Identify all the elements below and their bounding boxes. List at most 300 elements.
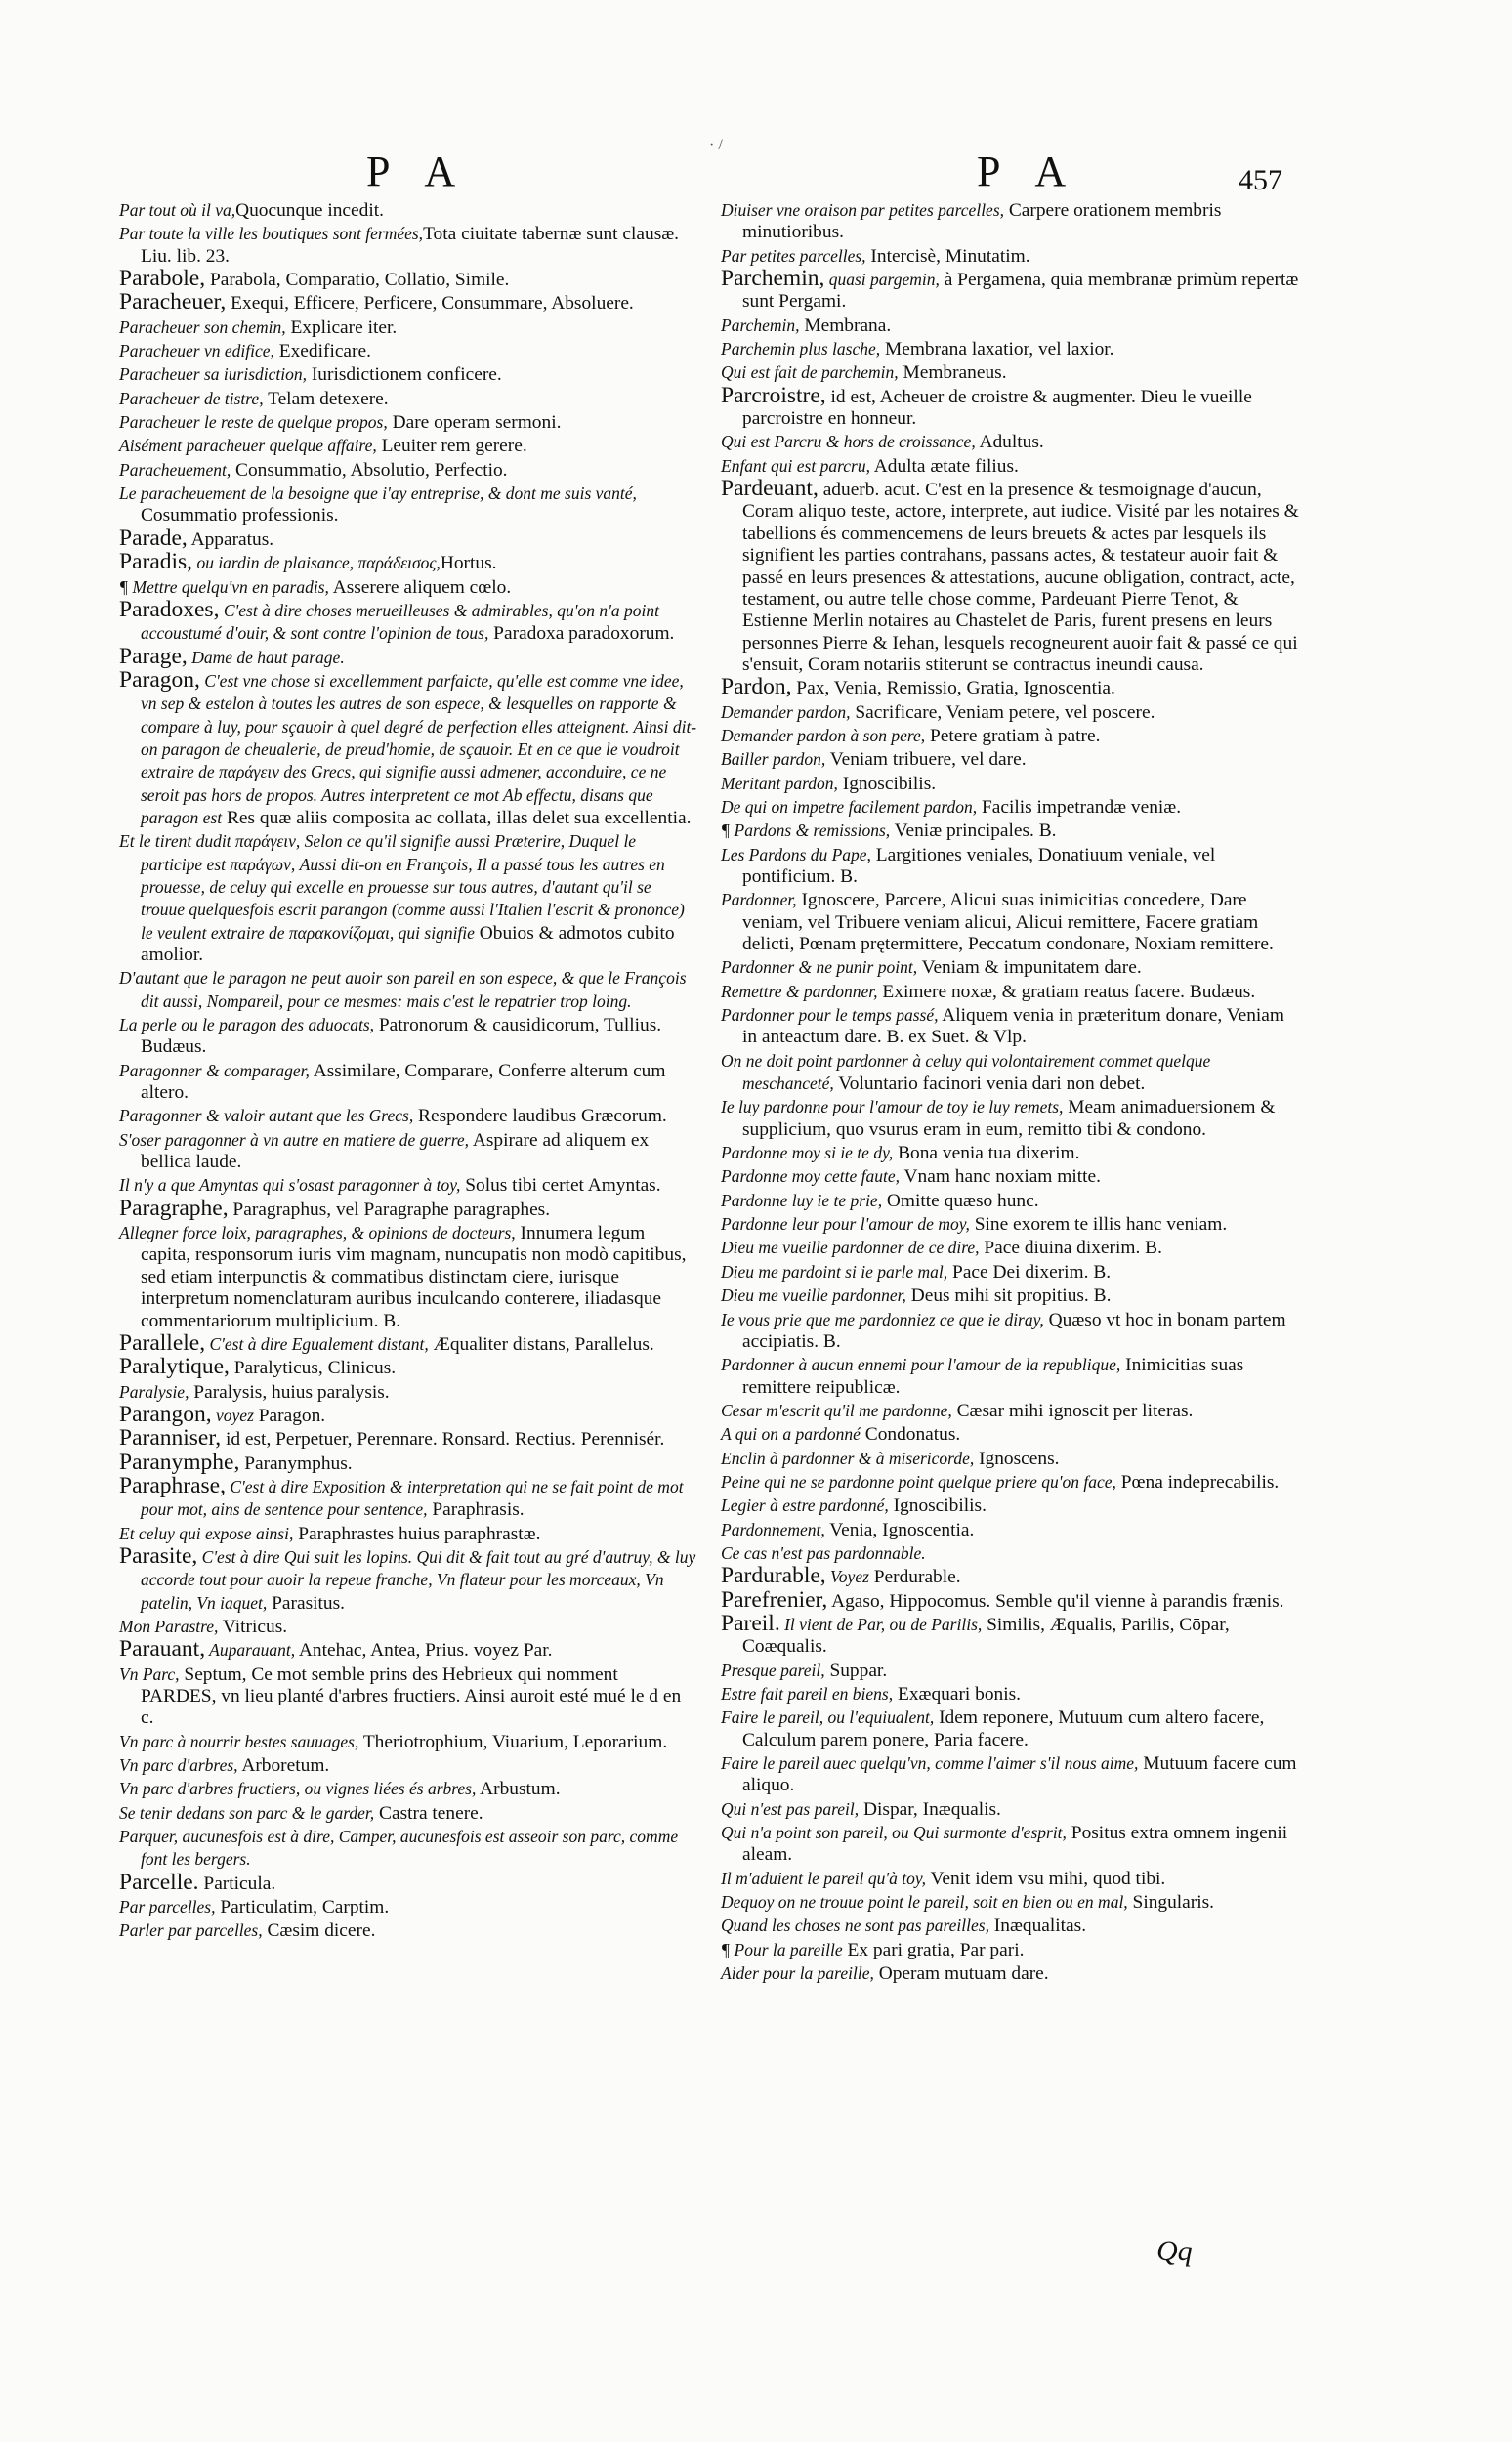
dictionary-entry (721, 724, 1301, 747)
dictionary-entry (721, 1682, 1301, 1705)
dictionary-entry (119, 1730, 697, 1753)
dictionary-entry (119, 222, 697, 268)
french-phrase: Dieu me vueille pardonner, (721, 1285, 906, 1306)
latin-gloss: Idem reponere, Mutuum cum altero facere, Calculum parem ponere, Paria facere. (742, 1707, 1265, 1750)
french-phrase: Legier à estre pardonné, (721, 1495, 889, 1516)
latin-gloss: Hortus. (440, 553, 497, 574)
dictionary-entry (721, 314, 1301, 337)
latin-gloss: Vnam hanc noxiam mitte. (900, 1166, 1101, 1188)
latin-gloss: Largitiones veniales, Donatiuum veniale, vel pontificium. B. (742, 844, 1216, 887)
dictionary-entry (721, 1914, 1301, 1937)
dictionary-entry (119, 268, 697, 291)
headword: Parasite, (119, 1542, 198, 1569)
latin-gloss: Telam detexere. (263, 388, 389, 409)
french-phrase: Enfant qui est parcru, (721, 455, 870, 476)
latin-gloss: Pax, Venia, Remissio, Gratia, Ignoscentia. (791, 678, 1115, 699)
latin-gloss: Cæsim dicere. (262, 1920, 376, 1942)
dictionary-entry (721, 1518, 1301, 1541)
french-phrase: Meritant pardon, (721, 773, 838, 793)
latin-gloss: Venia, Ignoscentia. (824, 1519, 975, 1540)
french-phrase: Ce cas n'est pas pardonnable. (721, 1542, 926, 1563)
dictionary-entry (721, 382, 1301, 431)
dictionary-entry (721, 1422, 1301, 1446)
french-phrase: C'est à dire Exposition & interpretation qui ne se fait point de mot pour mot, ains de sentence pour sentence, (141, 1476, 684, 1520)
french-phrase: C'est à dire choses merueilleuses & admirables, qu'on n'a point accoustumé d'ouir, & sont contre l'opinion de tous, (141, 600, 659, 644)
dictionary-entry (119, 829, 697, 966)
dictionary-entry (119, 1329, 697, 1356)
french-phrase: Bailler pardon, (721, 749, 826, 770)
french-phrase: De qui on impetre facilement pardon, (721, 796, 978, 817)
latin-gloss: Res quæ aliis composita ac collata, illas delet sua excellentia. (222, 807, 692, 828)
french-phrase: Paracheuer de tistre, (119, 388, 264, 408)
french-phrase: Estre fait pareil en biens, (721, 1684, 894, 1704)
latin-gloss: Ignoscens. (974, 1448, 1060, 1469)
dictionary-entry (721, 980, 1301, 1003)
french-phrase: Aisément paracheuer quelque affaire, (119, 436, 377, 456)
dictionary-entry (721, 1610, 1301, 1659)
dictionary-entry (721, 676, 1301, 699)
latin-gloss: Operam mutuam dare. (873, 1963, 1049, 1985)
french-phrase: Vn parc à nourrir bestes sauuages, (119, 1731, 359, 1751)
french-phrase: Paralysie, (119, 1381, 189, 1402)
dictionary-entry (721, 1821, 1301, 1867)
french-phrase: Pardonner pour le temps passé, (721, 1005, 939, 1026)
dictionary-entry (119, 410, 697, 434)
french-phrase: Paracheuer sa iurisdiction, (119, 364, 307, 385)
latin-gloss: Pace diuina dixerim. B. (979, 1238, 1162, 1259)
running-head-right: P A (977, 147, 1080, 195)
headword: Parade, (119, 525, 188, 551)
french-phrase: Vn Parc, (119, 1663, 180, 1684)
latin-gloss: Asserere aliquem cœlo. (328, 576, 512, 598)
french-phrase: Vn parc d'arbres, (119, 1755, 238, 1776)
headword: Paradis, (119, 549, 193, 575)
latin-gloss: Suppar. (824, 1660, 888, 1681)
french-phrase: Allegner force loix, paragraphes, & opinions de docteurs, (119, 1223, 516, 1243)
headword: Parcroistre, (721, 382, 826, 408)
right-column (721, 198, 1301, 1985)
latin-gloss: Parabola, Comparatio, Collatio, Simile. (205, 270, 510, 291)
signature-mark: Qq (1156, 2235, 1193, 2267)
headword: Pardon, (721, 674, 792, 700)
french-phrase: Dequoy on ne trouue point le pareil, soit en bien ou en mal, (721, 1892, 1128, 1913)
latin-gloss: Membraneus. (898, 362, 1007, 384)
dictionary-entry (721, 747, 1301, 771)
left-column (119, 198, 697, 1943)
latin-gloss: Explicare iter. (285, 316, 398, 338)
dictionary-entry (721, 700, 1301, 724)
dictionary-entry (119, 1615, 697, 1638)
french-phrase: ¶ Pour la pareille (721, 1939, 843, 1959)
dictionary-entry (119, 1522, 697, 1545)
stray-mark: · / (709, 137, 723, 153)
french-phrase: voyez (211, 1405, 254, 1425)
dictionary-entry (119, 596, 697, 646)
headword: Parallele, (119, 1329, 206, 1356)
latin-gloss: Omitte quæso hunc. (882, 1190, 1039, 1211)
dictionary-entry (119, 551, 697, 574)
headword: Paraphrase, (119, 1472, 226, 1498)
dictionary-entry (721, 268, 1301, 314)
dictionary-entry (721, 360, 1301, 384)
latin-gloss: Facilis impetrandæ veniæ. (977, 796, 1182, 818)
dictionary-entry (119, 1427, 697, 1451)
latin-gloss: Exedificare. (273, 341, 371, 362)
dictionary-entry (119, 575, 697, 599)
dictionary-entry (721, 1541, 1301, 1565)
latin-gloss: Condonatus. (860, 1424, 961, 1446)
dictionary-entry (721, 1586, 1301, 1613)
dictionary-entry (721, 1095, 1301, 1141)
dictionary-entry (119, 1753, 697, 1777)
headword: Paragraphe, (119, 1195, 229, 1221)
latin-gloss: Parasitus. (267, 1592, 346, 1614)
latin-gloss: Paralyticus, Clinicus. (229, 1358, 397, 1379)
french-phrase: Aider pour la pareille, (721, 1963, 874, 1984)
latin-gloss: Sacrificare, Veniam petere, vel poscere. (850, 701, 1155, 723)
french-phrase: Ie luy pardonne pour l'amour de toy ie luy remets, (721, 1097, 1064, 1117)
french-phrase: Ie vous prie que me pardonniez ce que ie diray, (721, 1309, 1044, 1329)
french-phrase: Paragonner & comparager, (119, 1060, 310, 1080)
dictionary-entry (721, 795, 1301, 819)
latin-gloss: Carpere orationem membris minutioribus. (742, 200, 1222, 243)
latin-gloss: Perdurable. (868, 1567, 961, 1588)
french-phrase: quasi pargemin, (824, 270, 940, 290)
dictionary-entry (119, 316, 697, 339)
french-phrase: Dieu me vueille pardonner de ce dire, (721, 1238, 980, 1258)
dictionary-entry (119, 339, 697, 362)
french-phrase: C'est à dire Egualement distant, (205, 1333, 429, 1354)
latin-gloss: Ignoscere, Parcere, Alicui suas inimicitias concedere, Dare veniam, vel Tribuere veniam alicui, Alicui remittere, Facere gratiam delicti, Pœnam prętermittere, Peccatum condonare, Noxiam remittere. (742, 890, 1274, 954)
dictionary-entry (721, 1308, 1301, 1354)
dictionary-entry (119, 1895, 697, 1918)
latin-gloss: Similis, Æqualis, Parilis, Cōpar, Coæqualis. (742, 1614, 1230, 1658)
latin-gloss: Bona venia tua dixerim. (893, 1143, 1080, 1164)
dictionary-entry (721, 1003, 1301, 1049)
dictionary-entry (721, 1141, 1301, 1164)
latin-gloss: Innumera legum capita, responsorum iuris vim magnam, nuncupatis non modò capitibus, sed etiam interpunctis & commatibus distinctam ciere, iurisque interpretum nomenclaturam auribus inculcando conterere, iliadasque commentariorum multiplicium. B. (141, 1223, 687, 1331)
french-phrase: Diuiser vne oraison par petites parcelles, (721, 200, 1005, 220)
dictionary-entry (721, 1212, 1301, 1236)
latin-gloss: Particulatim, Carptim. (215, 1897, 390, 1918)
french-phrase: Demander pardon, (721, 701, 851, 722)
french-phrase: Parler par parcelles, (119, 1920, 263, 1941)
french-phrase: ¶ Pardons & remissions, (721, 821, 891, 841)
latin-gloss: Dispar, Inæqualis. (859, 1798, 1001, 1820)
dictionary-entry (119, 1173, 697, 1197)
french-phrase: Pardonne luy ie te prie, (721, 1190, 883, 1210)
dictionary-entry (721, 1751, 1301, 1797)
headword: Parefrenier, (721, 1586, 828, 1613)
latin-gloss: Singularis. (1127, 1892, 1215, 1914)
dictionary-entry (119, 291, 697, 315)
french-phrase: Pardonnement, (721, 1519, 825, 1539)
french-phrase: Auparauant, (205, 1640, 296, 1661)
dictionary-entry (119, 1801, 697, 1825)
french-phrase: Qui est fait de parchemin, (721, 362, 899, 383)
latin-gloss: Solus tibi certet Amyntas. (460, 1175, 661, 1197)
french-phrase: Pardonne moy cette faute, (721, 1166, 901, 1187)
latin-gloss: Inæqualitas. (988, 1916, 1087, 1937)
french-phrase: Par toute la ville les boutiques sont fermées, (119, 224, 424, 244)
dictionary-entry (119, 1128, 697, 1174)
dictionary-entry (119, 1356, 697, 1379)
french-phrase: Remettre & pardonner, (721, 981, 878, 1001)
latin-gloss: Æqualiter distans, Parallelus. (428, 1333, 654, 1355)
french-phrase: Paracheuer son chemin, (119, 316, 286, 337)
latin-gloss: Membrana. (799, 315, 892, 336)
french-phrase: Cesar m'escrit qu'il me pardonne, (721, 1400, 952, 1420)
french-phrase: Se tenir dedans son parc & le garder, (119, 1802, 375, 1823)
latin-gloss: Paralysis, huius paralysis. (189, 1381, 390, 1403)
headword: Paradoxes, (119, 596, 220, 622)
latin-gloss: Ex pari gratia, Par pari. (842, 1939, 1025, 1960)
latin-gloss: Sine exorem te illis hanc veniam. (969, 1214, 1228, 1236)
dictionary-entry (119, 1472, 697, 1522)
dictionary-entry (119, 1104, 697, 1127)
headword: Paranymphe, (119, 1449, 240, 1475)
french-phrase: Le paracheuement de la besoigne que i'ay entreprise, & dont me suis vanté, (119, 484, 637, 504)
latin-gloss: Exæquari bonis. (893, 1684, 1022, 1705)
latin-gloss: Eximere noxæ, & gratiam reatus facere. Budæus. (877, 981, 1256, 1002)
french-phrase: Faire le pareil, ou l'equiualent, (721, 1707, 935, 1728)
latin-gloss: Septum, Ce mot semble prins des Hebrieux qui nomment PARDES, vn lieu planté d'arbres fructiers. Ainsi auroit esté mué le d en c. (141, 1663, 682, 1729)
french-phrase: Presque pareil, (721, 1660, 825, 1680)
dictionary-entry (721, 772, 1301, 795)
latin-gloss: Veniam & impunitatem dare. (917, 957, 1142, 979)
dictionary-entry (721, 1961, 1301, 1985)
dictionary-entry (119, 1918, 697, 1942)
headword: Parcelle. (119, 1869, 199, 1895)
latin-gloss: Quocunque incedit. (235, 200, 384, 221)
latin-gloss: Pace Dei dixerim. B. (947, 1261, 1112, 1283)
french-phrase: Paracheuer le reste de quelque propos, (119, 412, 388, 433)
latin-gloss: Agaso, Hippocomus. Semble qu'il vienne à parandis frænis. (827, 1590, 1284, 1612)
french-phrase: Dame de haut parage. (187, 647, 345, 667)
latin-gloss: aduerb. acut. C'est en la presence & tesmoignage d'aucun, Coram aliquo teste, actore, interprete, aut iudice. Visité par les notaires & tabellions és commencemens de leurs breuets & actes par lesquels ils signifient les parties contrahans, passans actes, & testateur auoir fait & passé en leurs presences & attestations, aucune obligation, contract, acte, testament, ou autre telle chose comme, Pardeuant Pierre Tenot, & Estienne Merlin notaires au Chastelet de Paris, furent presens en leurs personnes Pierre & Iehan, lesquels recogneurent auoir fait & passé ce qui s'ensuit, Coram notariis stiterunt se contractus ineundi causa. (742, 480, 1299, 675)
french-phrase: Par tout où il va, (119, 200, 236, 220)
dictionary-entry (119, 1449, 697, 1475)
dictionary-entry (721, 1659, 1301, 1682)
latin-gloss: Quæso vt hoc in bonam partem accipiatis. B. (742, 1309, 1286, 1352)
french-phrase: Il vient de Par, ou de Parilis, (779, 1614, 983, 1634)
latin-gloss: id est, Perpetuer, Perennare. Ronsard. Rectius. Perennisér. (221, 1429, 665, 1451)
french-phrase: Il m'aduient le pareil qu'à toy, (721, 1868, 926, 1888)
french-phrase: Parchemin, (721, 315, 800, 335)
dictionary-entry (119, 643, 697, 669)
french-phrase: Parquer, aucunesfois est à dire, Camper, aucunesfois est asseoir son parc, comme font les bergers. (119, 1827, 679, 1870)
dictionary-entry (119, 1663, 697, 1730)
dictionary-entry (119, 527, 697, 551)
dictionary-entry (721, 1565, 1301, 1588)
latin-gloss: Paragraphus, vel Paragraphe paragraphes. (228, 1199, 551, 1220)
dictionary-entry (119, 458, 697, 482)
french-phrase: Pardonner à aucun ennemi pour l'amour de la republique, (721, 1355, 1121, 1375)
latin-gloss: Positus extra omnem ingenii aleam. (742, 1823, 1288, 1866)
dictionary-entry (721, 1399, 1301, 1422)
latin-gloss: Adulta ætate filius. (869, 455, 1019, 477)
latin-gloss: Paragon. (253, 1405, 326, 1426)
dictionary-entry (721, 1867, 1301, 1890)
latin-gloss: Ignoscibilis. (888, 1495, 987, 1517)
latin-gloss: Dare operam sermoni. (387, 412, 562, 434)
french-phrase: Par parcelles, (119, 1897, 216, 1917)
french-phrase: D'autant que le paragon ne peut auoir son pareil en son espece, & que le François dit aussi, Nompareil, pour ce mesmes: mais c'est le repatrier trop loing. (119, 968, 687, 1011)
dictionary-entry (119, 362, 697, 386)
dictionary-entry (119, 1777, 697, 1800)
dictionary-entry (721, 1470, 1301, 1494)
french-phrase: Dieu me pardoint si ie parle mal, (721, 1261, 948, 1282)
dictionary-entry (721, 1260, 1301, 1284)
latin-gloss: Meam animaduersionem & supplicium, quo vsurus eram in eum, remitto tibi & condono. (742, 1097, 1276, 1140)
latin-gloss: Mutuum facere cum aliquo. (742, 1753, 1297, 1796)
latin-gloss: Exequi, Efficere, Perficere, Consummare, Absoluere. (226, 293, 634, 315)
latin-gloss: Membrana laxatior, vel laxior. (880, 339, 1114, 360)
french-phrase: Pardonne leur pour l'amour de moy, (721, 1214, 970, 1235)
french-phrase: Paragonner & valoir autant que les Grecs, (119, 1106, 414, 1126)
headword: Paracheuer, (119, 289, 227, 316)
latin-gloss: Veniam tribuere, vel dare. (825, 749, 1027, 771)
running-head-left: P A (366, 147, 470, 195)
french-phrase: Paracheuer vn edifice, (119, 341, 274, 361)
dictionary-entry (119, 434, 697, 457)
dictionary-entry (119, 1638, 697, 1662)
dictionary-entry (119, 1542, 697, 1615)
dictionary-entry (721, 955, 1301, 979)
dictionary-entry (721, 888, 1301, 955)
french-phrase: La perle ou le paragon des aduocats, (119, 1015, 375, 1035)
dictionary-entry (119, 482, 697, 527)
french-phrase: Parchemin plus lasche, (721, 339, 881, 359)
french-phrase: Qui n'a point son pareil, ou Qui surmonte d'esprit, (721, 1823, 1067, 1843)
dictionary-entry (119, 1869, 697, 1895)
dictionary-entry (721, 1189, 1301, 1212)
headword: Pardeuant, (721, 476, 819, 502)
headword: Paranniser, (119, 1425, 222, 1452)
latin-gloss: Leuiter rem gerere. (376, 436, 527, 457)
french-phrase: Paracheuement, (119, 459, 231, 480)
dictionary-entry (119, 1380, 697, 1404)
french-phrase: C'est à dire Qui suit les lopins. Qui dit & fait tout au gré d'autruy, & luy accorde tout pour auoir la repeue franche, Vn flateur pour les morceaux, Vn patelin, Vn iaquet, (141, 1546, 696, 1613)
latin-gloss: Paradoxa paradoxorum. (488, 623, 675, 645)
dictionary-entry (721, 819, 1301, 842)
dictionary-entry (721, 1705, 1301, 1751)
latin-gloss: Arbustum. (476, 1779, 561, 1800)
french-phrase: Il n'y a que Amyntas qui s'osast paragonner à toy, (119, 1175, 461, 1196)
dictionary-entry (119, 1825, 697, 1872)
dictionary-entry (721, 454, 1301, 478)
dictionary-entry (721, 430, 1301, 453)
latin-gloss: Obuios & admotos cubito amolior. (141, 922, 675, 965)
dictionary-entry (721, 244, 1301, 268)
latin-gloss: à Pergamena, quia membranæ primùm repertæ sunt Pergami. (742, 270, 1299, 313)
latin-gloss: Respondere laudibus Græcorum. (413, 1106, 667, 1127)
latin-gloss: Voluntario facinori venia dari non debet. (833, 1074, 1146, 1095)
latin-gloss: Petere gratiam à patre. (925, 725, 1101, 746)
dictionary-entry (721, 1164, 1301, 1188)
latin-gloss: Particula. (198, 1873, 276, 1894)
latin-gloss: Paraphrasis. (427, 1499, 525, 1521)
headword: Parchemin, (721, 266, 825, 292)
latin-gloss: Castra tenere. (374, 1802, 483, 1824)
dictionary-entry (721, 1494, 1301, 1517)
dictionary-entry (721, 1447, 1301, 1470)
french-phrase: Faire le pareil auec quelqu'vn, comme l'aimer s'il nous aime, (721, 1753, 1139, 1774)
dictionary-entry (721, 1797, 1301, 1821)
latin-gloss: id est, Acheuer de croistre & augmenter. Dieu le vueille parcroistre en honneur. (742, 386, 1252, 430)
dictionary-entry (119, 1059, 697, 1105)
latin-gloss: Patronorum & causidicorum, Tullius. Budæus. (141, 1015, 662, 1058)
dictionary-entry (119, 666, 697, 829)
latin-gloss: Cæsar mihi ignoscit per literas. (951, 1400, 1194, 1421)
latin-gloss: Pœna indeprecabilis. (1115, 1471, 1280, 1493)
french-phrase: Les Pardons du Pape, (721, 844, 871, 864)
french-phrase: Pardonner & ne punir point, (721, 957, 918, 978)
french-phrase: A qui on a pardonné (721, 1424, 861, 1445)
headword: Parauant, (119, 1636, 206, 1663)
dictionary-entry (119, 1221, 697, 1332)
headword: Paralytique, (119, 1354, 230, 1380)
dictionary-entry (119, 1013, 697, 1059)
french-phrase: Qui est Parcru & hors de croissance, (721, 432, 976, 452)
french-phrase: Par petites parcelles, (721, 245, 866, 266)
headword: Paragon, (119, 666, 200, 693)
latin-gloss: Consummatio, Absolutio, Perfectio. (231, 459, 508, 481)
headword: Parabole, (119, 266, 206, 292)
dictionary-entry (119, 387, 697, 410)
dictionary-entry (721, 1284, 1301, 1307)
french-phrase: Qui n'est pas pareil, (721, 1798, 860, 1819)
latin-gloss: Deus mihi sit propitius. B. (905, 1285, 1112, 1307)
latin-gloss: Tota ciuitate tabernæ sunt clausæ. Liu. lib. 23. (141, 224, 680, 267)
latin-gloss: Assimilare, Comparare, Conferre alterum cum altero. (141, 1060, 666, 1104)
latin-gloss: Inimicitias suas remittere reipublicæ. (742, 1355, 1244, 1398)
french-phrase: Peine qui ne se pardonne point quelque priere qu'on face, (721, 1471, 1116, 1492)
french-phrase: Enclin à pardonner & à misericorde, (721, 1448, 975, 1468)
latin-gloss: Iurisdictionem conficere. (307, 364, 502, 386)
latin-gloss: Antehac, Antea, Prius. voyez Par. (295, 1640, 553, 1662)
dictionary-entry (721, 337, 1301, 360)
headword: Parage, (119, 643, 188, 669)
dictionary-entry (721, 1049, 1301, 1096)
latin-gloss: Ignoscibilis. (837, 773, 937, 794)
dictionary-entry (721, 198, 1301, 244)
headword: Pardurable, (721, 1563, 826, 1589)
latin-gloss: Paraphrastes huius paraphrastæ. (293, 1523, 541, 1544)
dictionary-entry (721, 843, 1301, 889)
latin-gloss: Theriotrophium, Viuarium, Leporarium. (358, 1731, 668, 1752)
french-phrase: Et le tirent dudit παράγειν, Selon ce qu'il signifie aussi Præterire, Duquel le participe est παράγων, Aussi dit-on en François, Il a passé tous les autres en prouesse, de celuy qui excelle en prouesse sur tous autres, d'autant qu'il se trouue quelquesfois escrit parangon (comme aussi l'Italien l'escrit & prononce) le veulent extraire de παρακονίζομαι, qui signifie (119, 831, 685, 943)
latin-gloss: Vitricus. (218, 1616, 288, 1637)
french-phrase: On ne doit point pardonner à celuy qui volontairement commet quelque meschanceté, (721, 1050, 1211, 1094)
latin-gloss: Adultus. (975, 432, 1044, 453)
latin-gloss: Veniæ principales. B. (890, 821, 1057, 842)
dictionary-entry (119, 1195, 697, 1221)
dictionary-entry (721, 1353, 1301, 1399)
french-phrase: Et celuy qui expose ainsi, (119, 1523, 294, 1543)
latin-gloss: Paranymphus. (239, 1453, 353, 1474)
headword: Pareil. (721, 1610, 780, 1636)
latin-gloss: Arboretum. (237, 1755, 330, 1777)
french-phrase: Voyez (825, 1567, 869, 1587)
french-phrase: Pardonner, (721, 890, 797, 910)
french-phrase: Quand les choses ne sont pas pareilles, (721, 1916, 989, 1936)
latin-gloss: Cosummatio professionis. (141, 505, 339, 526)
dictionary-entry (119, 966, 697, 1013)
dictionary-entry (119, 198, 697, 222)
latin-gloss: Aspirare ad aliquem ex bellica laude. (141, 1129, 650, 1173)
french-phrase: Demander pardon à son pere, (721, 725, 926, 745)
